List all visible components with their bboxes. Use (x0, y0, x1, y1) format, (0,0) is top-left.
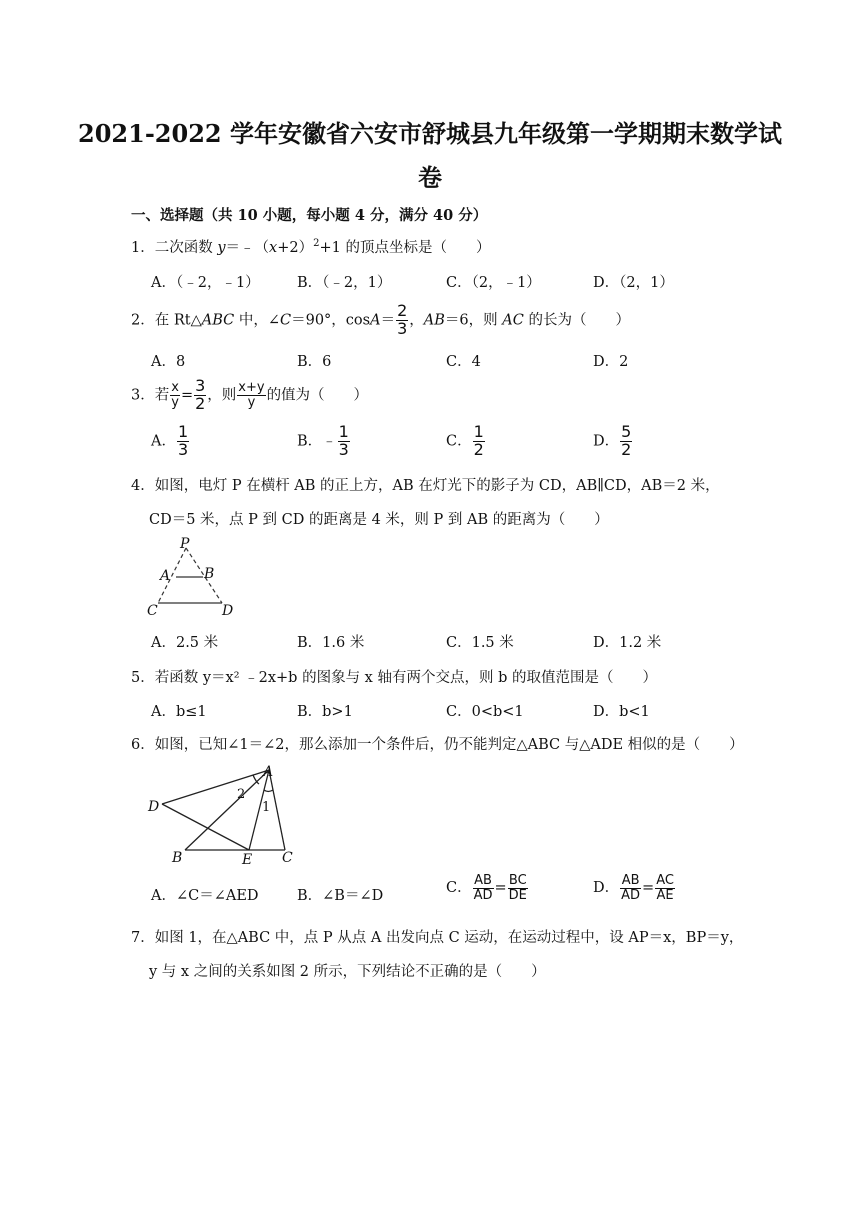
q2-option-c: C．4 (446, 354, 481, 370)
q4-label-d: D (222, 603, 234, 619)
q4-option-c: C．1.5 米 (446, 635, 514, 651)
section-header: 一、选择题（共 10 小题，每小题 4 分，满分 40 分） (131, 207, 488, 224)
q4-option-a: A．2.5 米 (151, 635, 219, 651)
q6-option-c: C． $\frac{AB}{AD}$ = $\frac{BC}{DE}$ (446, 873, 527, 903)
question-4-line2: CD＝5 米，点 P 到 CD 的距离是 4 米，则 P 到 AB 的距离为（ ） (149, 512, 609, 528)
q4-option-b: B．1.6 米 (297, 635, 365, 651)
q6-label-c: C (282, 850, 293, 866)
question-7-line2: y 与 x 之间的关系如图 2 所示，下列结论不正确的是（ ） (149, 964, 546, 980)
page-title: 2021-2022 学年安徽省六安市舒城县九年级第一学期期末数学试 (78, 119, 782, 148)
q4-label-a: A (160, 568, 171, 584)
q2-option-d: D．2 (593, 354, 629, 370)
page-title-line2: 卷 (418, 163, 442, 192)
q5-option-c: C．0<b<1 (446, 704, 524, 720)
q6-label-d: D (148, 799, 160, 815)
q1-option-b: B．（﹣2，1） (297, 275, 392, 291)
q1-option-c: C．（2，﹣1） (446, 275, 541, 291)
q5-option-d: D．b<1 (593, 704, 650, 720)
q2-option-b: B．6 (297, 354, 332, 370)
q4-label-c: C (147, 603, 158, 619)
q3-fraction-3-2: $\frac{3}{2}$ (195, 376, 206, 413)
question-6: 6．如图，已知∠1＝∠2，那么添加一个条件后，仍不能判定△ABC 与△ADE 相似的是（ ） (131, 737, 744, 753)
q1-option-a: A．（﹣2，﹣1） (151, 275, 260, 291)
q4-label-p: P (180, 536, 190, 552)
q6-option-b: B．∠B＝∠D (297, 888, 384, 904)
q6-figure (140, 758, 305, 868)
q3-option-a: A． $\frac{1}{3}$ (151, 422, 189, 459)
q6-label-e: E (242, 852, 253, 868)
q6-label-b: B (172, 850, 183, 866)
question-2: 2．在 Rt△ABC 中，∠C＝90°，cosA＝ $\frac{2}{3}$ ，AB＝6，则 AC 的长为（ ） (131, 301, 630, 338)
q1-option-d: D．（2，1） (593, 275, 674, 291)
q6-line-ac (269, 770, 285, 850)
q4-option-d: D．1.2 米 (593, 635, 662, 651)
q3-option-c: C． $\frac{1}{2}$ (446, 422, 484, 459)
question-1: 1．二次函数 $y=﹣(x+2)^2+1$ 的顶点坐标是（ ） (131, 238, 491, 256)
q6-angle-1-arc (264, 790, 273, 792)
q3-fraction-x-y: $\frac{x}{y}$ (171, 380, 179, 410)
q4-label-b: B (204, 566, 215, 582)
q4-figure (140, 535, 250, 620)
q3-option-d: D． $\frac{5}{2}$ (593, 422, 632, 459)
q6-angle-label-1: 1 (262, 800, 271, 815)
q6-label-a: A (263, 764, 274, 780)
q5-option-b: B．b>1 (297, 704, 353, 720)
question-5: 5．若函数 y＝x² ﹣2x+b 的图象与 x 轴有两个交点，则 b 的取值范围是（ ） (131, 670, 657, 686)
q6-option-d: D． $\frac{AB}{AD}$ = $\frac{AC}{AE}$ (593, 873, 674, 903)
q6-option-a: A．∠C＝∠AED (151, 888, 259, 904)
q2-fraction: $\frac{2}{3}$ (397, 301, 408, 338)
q3-fraction-xy-y: $\frac{x+y}{y}$ (238, 380, 265, 410)
q3-option-b: B．﹣ $\frac{1}{3}$ (297, 422, 349, 459)
q5-option-a: A．b≤1 (151, 704, 207, 720)
q6-line-de (162, 804, 249, 850)
question-4-line1: 4．如图，电灯 P 在横杆 AB 的正上方，AB 在灯光下的影子为 CD，AB∥CD，AB＝2 米， (131, 478, 720, 494)
question-3: 3．若 $\frac{x}{y}$ = $\frac{3}{2}$ ，则 $\frac{x+y}{y}$ 的值为（ ） (131, 376, 369, 413)
q6-angle-label-2: 2 (237, 787, 246, 802)
q2-option-a: A．8 (151, 354, 186, 370)
question-7-line1: 7．如图 1，在△ABC 中，点 P 从点 A 出发向点 C 运动，在运动过程中，设 AP＝x，BP＝y， (131, 930, 744, 946)
